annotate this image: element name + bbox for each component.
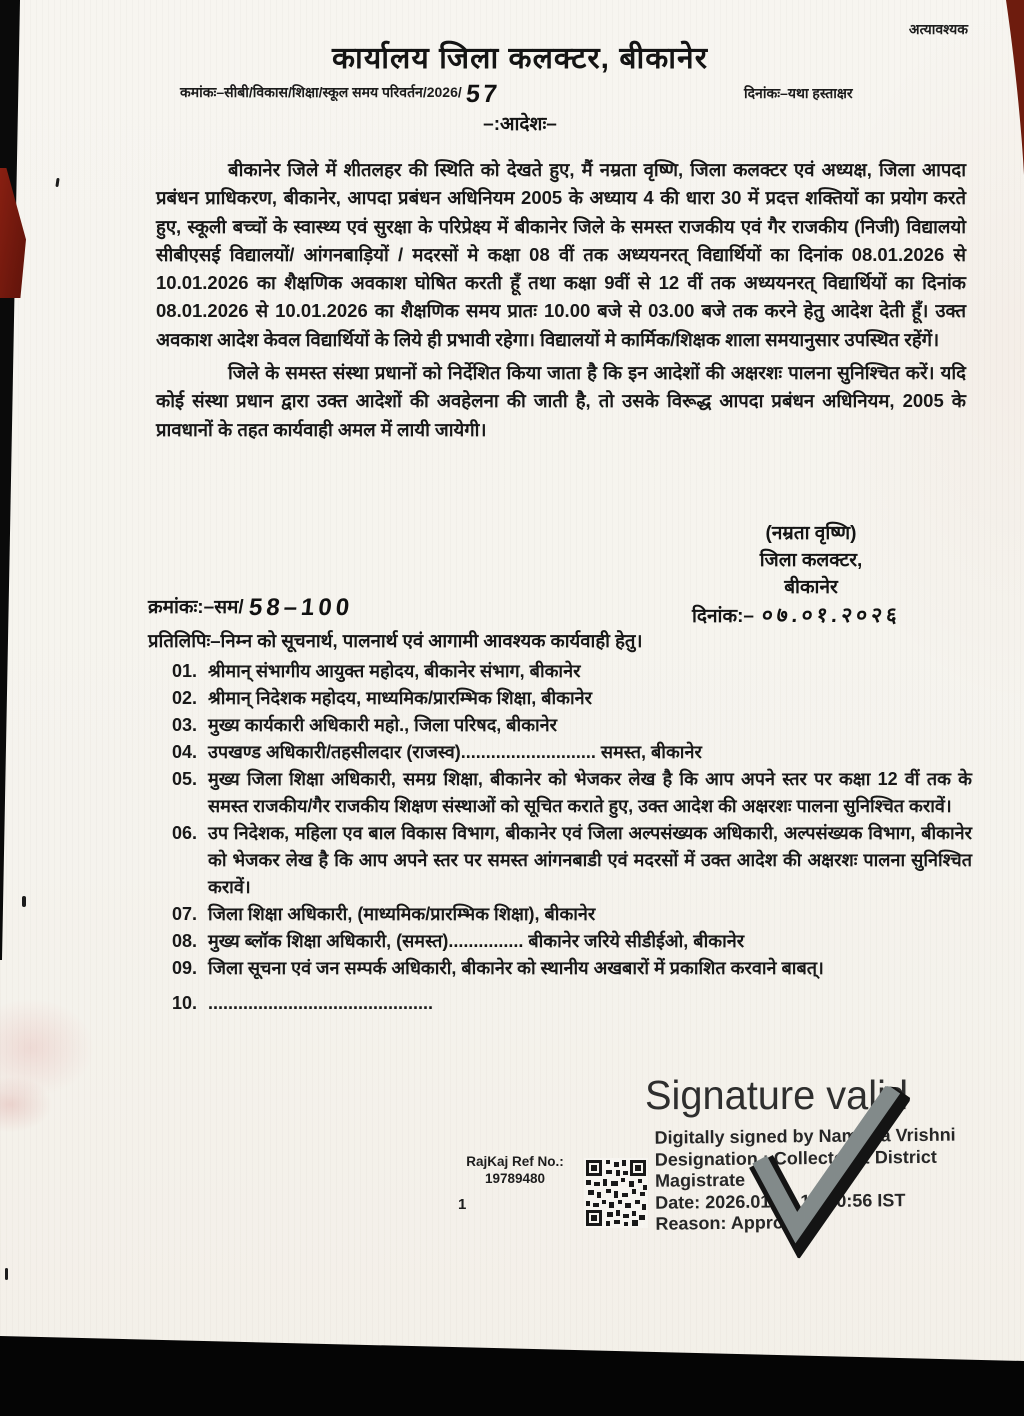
reference-number-line <box>180 80 980 109</box>
copy-recipient-list <box>172 658 972 1017</box>
item-text: मुख्य कार्यकारी अधिकारी महो., जिला परिषद, बीकानेर <box>208 715 558 735</box>
signatory-name: (नम्रता वृष्णि) <box>765 523 857 544</box>
list-item <box>172 766 972 820</box>
item-number: 08. <box>172 931 198 951</box>
item-text: श्रीमान् निदेशक महोदय, माध्यमिक/प्रारम्भिक शिक्षा, बीकानेर <box>208 688 593 708</box>
list-item <box>172 712 972 739</box>
stamp-designation: Designation : Collector & District <box>654 1146 937 1170</box>
list-item <box>172 820 972 901</box>
item-number: 02. <box>172 688 198 708</box>
item-number: 10. <box>172 993 198 1013</box>
order-paragraph-1: बीकानेर जिले में शीतलहर की स्थिति को देखते हुए, मैं नम्रता वृष्णि, जिला कलक्टर एवं अध्यक्ष, जिला आपदा प्रबंधन प्राधिकरण, बीकानेर, आपदा प्रबंधन अधिनियम 2005 के अध्याय 4 की धारा 30 में प्रदत्त शक्तियों का प्रयोग करते हुए, स्कूली बच्चों के स्वास्थ्य एवं सुरक्षा के परिप्रेक्ष्य में बीकानेर जिले के समस्त राजकीय एवं गैर राजकीय (निजी) विद्यालयो सीबीएसई विद्यालयों/ आंगनबाड़ियों / मदरसों मे कक्षा 08 वीं तक अध्ययनरत् विद्यार्थियों का दिनांक 08.01.2026 से 10.01.2026 का शैक्षणिक अवकाश घोषित करती हूँ तथा कक्षा 9वीं से 12 वीं तक अध्ययनरत् विद्यार्थियों का दिनांक 08.01.2026 से 10.01.2026 का शैक्षणिक समय प्रातः 10.00 बजे से 03.00 बजे तक करने हेतु आदेश देती हूँ। उक्त अवकाश आदेश केवल विद्यार्थियों के लिये ही प्रभावी रहेगा। विद्यालयों मे कार्मिक/शिक्षक शाला समयानुसार उपस्थित रहेंगें। <box>156 159 966 350</box>
list-item <box>172 928 972 955</box>
urgent-label: अत्यावश्यक <box>908 21 968 37</box>
rajkaj-reference <box>455 1153 575 1187</box>
page-number: 1 <box>458 1196 467 1213</box>
scan-edge-left <box>0 0 20 960</box>
item-text: मुख्य ब्लॉक शिक्षा अधिकारी, (समस्त)............... बीकानेर जरिये सीडीईओ, बीकानेर <box>208 931 745 951</box>
dispatch-number-line <box>148 593 353 622</box>
item-number: 05. <box>172 769 198 789</box>
item-text: जिला शिक्षा अधिकारी, (माध्यमिक/प्रारम्भिक शिक्षा), बीकानेर <box>208 904 596 924</box>
signatory-block <box>716 520 906 601</box>
item-text: मुख्य जिला शिक्षा अधिकारी, समग्र शिक्षा, बीकानेर को भेजकर लेख है कि आप अपने स्तर पर कक्षा 12 वीं तक के समस्त राजकीय/गैर राजकीय शिक्षण संस्थाओं को सूचित कराते हुए, उक्त आदेश की अक्षरशः पालना सुनिश्चित करावें। <box>208 769 972 816</box>
checkmark-icon <box>733 1072 911 1268</box>
item-text: उपखण्ड अधिकारी/तहसीलदार (राजस्व)........................... समस्त, बीकानेर <box>208 742 702 762</box>
list-item <box>172 658 972 685</box>
list-item <box>172 955 972 982</box>
stamp-date: Date: 2026.01.07 15:10:56 IST <box>655 1189 906 1213</box>
scan-edge-bottom <box>0 1330 1024 1416</box>
dispatch-date-handwritten: ०७.०१.२०२६ <box>760 604 903 627</box>
copy-section-heading: प्रतिलिपिः–निम्न को सूचनार्थ, पालनार्थ एवं आगामी आवश्यक कार्यवाही हेतु। <box>148 630 643 651</box>
item-number: 07. <box>172 904 198 924</box>
order-heading: –:आदेशः– <box>483 114 557 135</box>
dispatch-date-line <box>692 601 901 629</box>
qr-code <box>584 1158 648 1228</box>
list-item <box>172 990 972 1017</box>
item-number: 03. <box>172 715 198 735</box>
ink-speck <box>22 896 26 907</box>
signatory-designation: जिला कलक्टर, <box>759 550 863 571</box>
reference-prefix: कमांकः–सीबी/विकास/शिक्षा/स्कूल समय परिवर्तन/2026/ <box>180 84 462 100</box>
list-item <box>172 685 972 712</box>
maroon-mark-top-right <box>1004 0 1024 178</box>
order-paragraph-2: जिले के समस्त संस्था प्रधानों को निर्देशित किया जाता है कि इन आदेशों की अक्षरशः पालना सुनिश्चित करें। यदि कोई संस्था प्रधान द्वारा उक्त आदेशों की अवहेलना की जाती है, तो उसके विरूद्ध आपदा प्रबंधन अधिनियम, 2005 के प्रावधानों के तहत कार्यवाही अमल में लायी जायेगी। <box>156 362 966 440</box>
dispatch-date-label: दिनांक:– <box>692 606 754 627</box>
stamp-designation-2: Magistrate <box>654 1169 746 1191</box>
ink-speck <box>5 1268 8 1280</box>
item-text: जिला सूचना एवं जन सम्पर्क अधिकारी, बीकानेर को स्थानीय अखबारों में प्रकाशित करवाने बाबत्। <box>208 958 824 978</box>
header-date: दिनांकः–यथा हस्ताक्षर <box>744 85 853 101</box>
order-body <box>156 156 966 444</box>
item-text: ............................................. <box>208 993 434 1013</box>
reference-number-handwritten: 57 <box>464 80 501 108</box>
office-title: कार्यालय जिला कलक्टर, बीकानेर <box>332 42 708 75</box>
dispatch-number-handwritten: 58–100 <box>247 594 355 621</box>
ink-speck <box>55 178 59 187</box>
stamp-reason: Reason: Approved <box>655 1212 815 1234</box>
rajkaj-label: RajKaj Ref No.: <box>466 1154 564 1169</box>
item-number: 09. <box>172 958 198 978</box>
item-number: 04. <box>172 742 198 762</box>
list-item <box>172 901 972 928</box>
rajkaj-number: 19789480 <box>484 1171 546 1186</box>
item-number: 06. <box>172 823 198 843</box>
signature-valid-title: Signature valid <box>645 1072 909 1118</box>
stamp-signed-by: Digitally signed by Namrata Vrishni <box>654 1124 956 1148</box>
list-item <box>172 739 972 766</box>
signatory-place: बीकानेर <box>784 577 838 598</box>
item-text: श्रीमान् संभागीय आयुक्त महोदय, बीकानेर संभाग, बीकानेर <box>208 661 581 681</box>
item-number: 01. <box>172 661 198 681</box>
item-text: उप निदेशक, महिला एव बाल विकास विभाग, बीकानेर एवं जिला अल्पसंख्यक अधिकारी, अल्पसंख्यक विभाग, बीकानेर को भेजकर लेख है कि आप अपने स्तर पर समस्त आंगनबाडी एवं मदरसों में उक्त आदेश की अक्षरशः पालना सुनिश्चित करावें। <box>208 823 972 897</box>
dispatch-number-prefix: क्रमांकः:–सम/ <box>148 597 244 618</box>
